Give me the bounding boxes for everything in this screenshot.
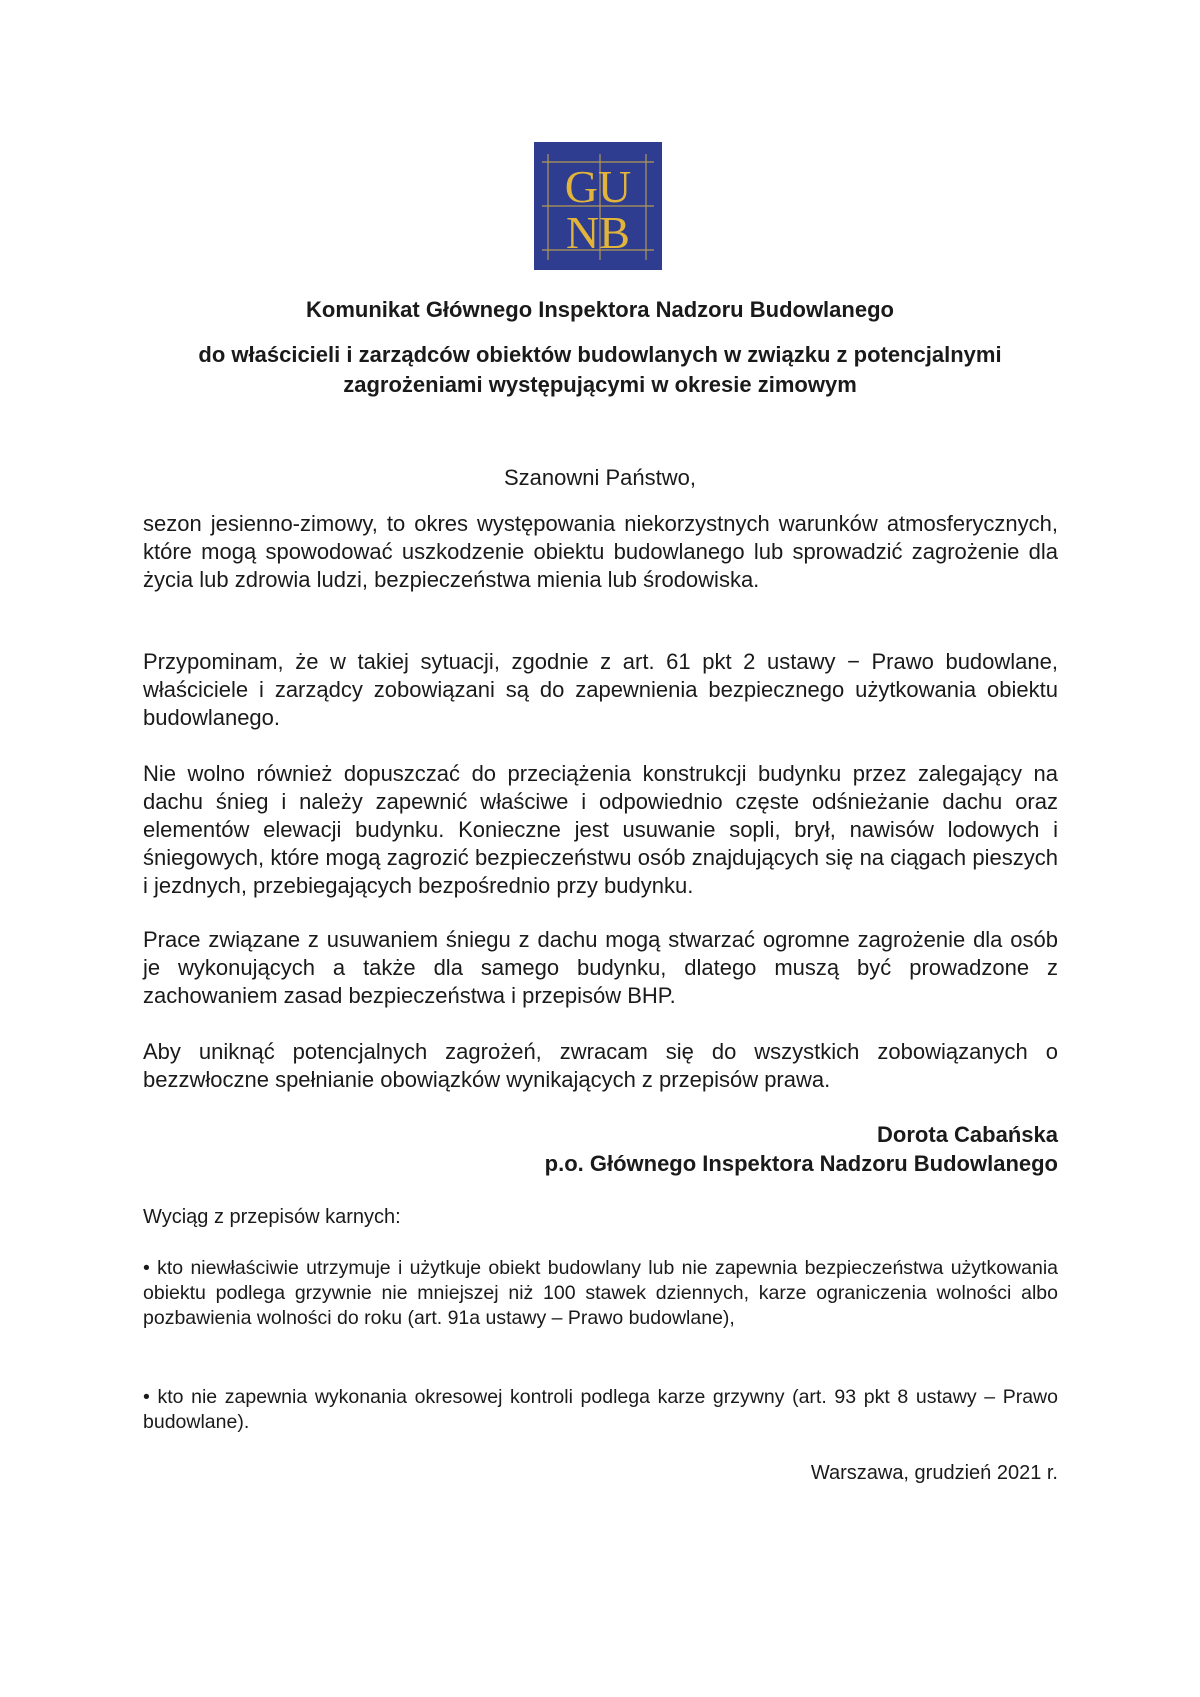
- paragraph-4: [143, 926, 1058, 1010]
- subtitle-line-1: do właścicieli i zarządców obiektów budowlanych w związku z potencjalnymi: [198, 342, 1002, 367]
- gunb-logo: [534, 142, 662, 270]
- paragraph-text: sezon jesienno-zimowy, to okres występowania niekorzystnych warunków atmosferycznych, które mogą spowodować uszkodzenie obiektu budowlanego lub sprowadzić zagrożenie dla życia lub zdrowia ludzi, bezpieczeństwa mienia lub środowiska.: [143, 511, 1058, 592]
- logo-text-line1: GU: [564, 161, 632, 212]
- paragraph-text: Nie wolno również dopuszczać do przeciążenia konstrukcji budynku przez zalegający na dachu śnieg i należy zapewnić właściwe i odpowiednio częste odśnieżanie dachu oraz elementów elewacji budynku. Konieczne jest usuwanie sopli, brył, nawisów lodowych i śniegowych, które mogą zagrozić bezpieczeństwu osób znajdujących się na ciągach pieszych i jezdnych, przebiegających bezpośrednio przy budynku.: [143, 761, 1058, 898]
- signatory-position: p.o. Głównego Inspektora Nadzoru Budowlanego: [544, 1151, 1058, 1176]
- paragraph-text: Aby uniknąć potencjalnych zagrożeń, zwracam się do wszystkich zobowiązanych o bezzwłoczne spełnianie obowiązków wynikających z przepisów prawa.: [143, 1039, 1058, 1092]
- signature-block: [545, 1120, 1058, 1178]
- document-title: Komunikat Głównego Inspektora Nadzoru Budowlanego: [306, 297, 894, 322]
- subtitle-line-2: zagrożeniami występującymi w okresie zimowym: [343, 372, 857, 397]
- paragraph-text: Prace związane z usuwaniem śniegu z dachu mogą stwarzać ogromne zagrożenie dla osób je wykonujących a także dla samego budynku, dlatego muszą być prowadzone z zachowaniem zasad bezpieczeństwa i przepisów BHP.: [143, 927, 1058, 1008]
- salutation: Szanowni Państwo,: [504, 465, 696, 490]
- paragraph-text: Przypominam, że w takiej sytuacji, zgodnie z art. 61 pkt 2 ustawy − Prawo budowlane, właściciele i zarządcy zobowiązani są do zapewnienia bezpiecznego użytkowania obiektu budowlanego.: [143, 649, 1058, 730]
- excerpt-heading: Wyciąg z przepisów karnych:: [143, 1206, 401, 1228]
- place-and-date: Warszawa, grudzień 2021 r.: [810, 1462, 1058, 1484]
- document-subtitle: [0, 340, 1200, 400]
- penal-provision-1: • kto niewłaściwie utrzymuje i użytkuje obiekt budowlany lub nie zapewnia bezpieczeństwa użytkowania obiektu podlega grzywnie nie mniejszej niż 100 stawek dziennych, karze ograniczenia wolności albo pozbawienia wolności do roku (art. 91a ustawy – Prawo budowlane),: [143, 1257, 1058, 1329]
- paragraph-1: [143, 510, 1058, 594]
- paragraph-5: [143, 1038, 1058, 1094]
- paragraph-3: [143, 760, 1058, 900]
- signatory-name: Dorota Cabańska: [877, 1122, 1058, 1147]
- logo-text-line2: NB: [566, 207, 630, 258]
- paragraph-2: [143, 648, 1058, 732]
- penal-provision-2: • kto nie zapewnia wykonania okresowej kontroli podlega karze grzywny (art. 93 pkt 8 ustawy – Prawo budowlane).: [143, 1386, 1058, 1433]
